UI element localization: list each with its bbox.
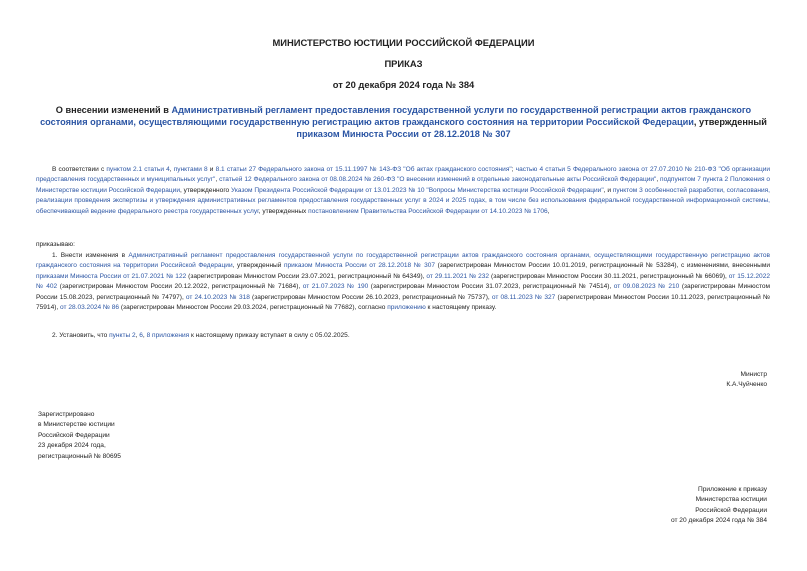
item2-link[interactable]: 8 приложения xyxy=(146,332,190,339)
preamble-text: В соответствии с xyxy=(52,166,107,173)
preamble-text: и xyxy=(207,166,216,173)
title-link-regulation[interactable]: Административный регламент предоставления государственной услуги по государственной регистрации актов гражданского состояния органами, осуществляющими государственную регистрацию актов гражданского состояния на территории Российской Федерации xyxy=(40,105,752,128)
item1-text: (зарегистрирован Минюстом России 15.08.2023, регистрационный № 74797), xyxy=(36,283,771,301)
preamble-link[interactable]: постановлением Правительства Российской Федерации от 14.10.2023 № 1706 xyxy=(308,207,548,215)
preamble-text: , xyxy=(547,207,550,215)
item2-text: к настоящему приказу вступает в силу с 05.02.2025. xyxy=(189,332,350,339)
item1-text: (зарегистрирован Минюстом России 29.03.2024, регистрационный № 77682), согласно xyxy=(119,304,388,312)
preamble-link[interactable]: статьей 12 Федерального закона от 08.08.2024 № 260-ФЗ "О внесении изменений в отдельные законодательные акты Российской Федерации" xyxy=(219,176,657,184)
preamble-link[interactable]: пунктами 8 xyxy=(173,166,208,173)
item1-link[interactable]: от 28.03.2024 № 86 xyxy=(60,304,120,312)
registration-line: 23 декабря 2024 года, xyxy=(38,442,106,450)
document-title xyxy=(32,104,775,141)
item2-text: 2. Установить, что xyxy=(52,332,110,339)
preamble-link[interactable]: пунктом 3 особенностей разработки, согласования, реализации проведения экспертизы и утверждения административных регламентов предоставления государственных услуг в 2024 и 2025 годах, в том числе без использования федеральной государственной информационной системы, обеспечивающей ведение федерального реестра государственных услуг xyxy=(36,186,771,215)
item2-text: , xyxy=(142,332,147,339)
signature-position: Министр xyxy=(740,371,767,378)
item1-text: (зарегистрирован Минюстом России 23.07.2021, регистрационный № 64349), xyxy=(186,272,427,280)
annex-block xyxy=(671,485,767,527)
item-1-paragraph xyxy=(36,251,770,313)
preamble-text: , xyxy=(215,176,220,184)
item-2-paragraph xyxy=(36,331,770,341)
item1-text: (зарегистрирован Минюстом России 10.01.2019, регистрационный № 53284), с изменениями, внесенными xyxy=(435,262,770,270)
item1-text: (зарегистрирован Минюстом России 30.11.2021, регистрационный № 66069), xyxy=(489,272,729,280)
item1-link[interactable]: Административный регламент предоставления государственной услуги по государственной регистрации актов гражданского состояния органами, осуществляющими государственную регистрацию актов гражданского состояния на территории Российской Федерации xyxy=(36,252,770,270)
item1-link[interactable]: от 21.07.2023 № 190 xyxy=(302,283,369,291)
preamble-text: , и xyxy=(603,186,613,194)
preamble-text: ; xyxy=(511,166,516,173)
doc-type-heading: ПРИКАЗ xyxy=(384,58,423,69)
order-word: приказываю: xyxy=(36,241,75,248)
signature-name: К.А.Чуйченко xyxy=(726,381,767,389)
item1-link[interactable]: от 29.11.2021 № 232 xyxy=(426,272,490,280)
preamble-text: , утвержденного xyxy=(179,186,232,194)
title-link-order[interactable]: приказом Минюста России от 28.12.2018 № 307 xyxy=(296,129,511,140)
item1-text: (зарегистрирован Минюстом России 10.11.2023, регистрационный № 75914), xyxy=(36,293,771,312)
item2-link[interactable]: 6 xyxy=(139,332,143,339)
preamble-link[interactable]: 8.1 статьи 27 Федерального закона от 15.11.1997 № 143-ФЗ "Об актах гражданского состояния" xyxy=(215,166,512,173)
item1-link[interactable]: приказами Минюста России от 21.07.2021 № 122 xyxy=(36,272,187,280)
item1-text: (зарегистрирован Минюстом России 31.07.2023, регистрационный № 74514), xyxy=(368,283,614,291)
item1-link[interactable]: от 09.08.2023 № 210 xyxy=(613,283,680,291)
annex-line: Министерства юстиции xyxy=(695,496,767,504)
item1-text: (зарегистрирован Минюстом России 20.12.2022, регистрационный № 71684), xyxy=(57,283,303,291)
preamble-link[interactable]: пунктом 2.1 статьи 4 xyxy=(106,166,170,173)
annex-line: Приложение к приказу xyxy=(697,486,767,493)
registration-block xyxy=(38,410,121,462)
registration-line: Зарегистрировано xyxy=(38,411,95,418)
item2-text: , xyxy=(135,332,140,339)
preamble-link[interactable]: Указом Президента Российской Федерации от 13.01.2023 № 10 "Вопросы Министерства юстиции Российской Федерации" xyxy=(231,186,604,194)
item1-text: , утвержденный xyxy=(232,262,284,270)
ministry-heading: МИНИСТЕРСТВО ЮСТИЦИИ РОССИЙСКОЙ ФЕДЕРАЦИИ xyxy=(272,37,535,48)
title-prefix: О внесении изменений в xyxy=(55,105,172,115)
item1-link[interactable]: приказом Минюста России от 28.12.2018 № 307 xyxy=(284,262,435,270)
item2-link[interactable]: пункты 2 xyxy=(109,332,136,339)
preamble-text: , xyxy=(169,166,174,173)
preamble-text: , утвержденных xyxy=(258,207,309,215)
item1-text: к настоящему приказу. xyxy=(425,304,497,312)
signature-block xyxy=(726,370,767,391)
item1-link-annex[interactable]: приложению xyxy=(387,304,426,312)
preamble-link[interactable]: подпунктом 7 пункта 2 Положения о Министерстве юстиции Российской Федерации xyxy=(36,176,771,194)
item1-link[interactable]: от 15.12.2022 № 402 xyxy=(36,272,770,291)
doc-date-number: от 20 декабря 2024 года № 384 xyxy=(332,79,475,90)
annex-line: от 20 декабря 2024 года № 384 xyxy=(670,517,767,525)
preamble-text: , xyxy=(656,176,661,184)
preamble-paragraph xyxy=(36,165,770,217)
item1-text: (зарегистрирован Минюстом России 26.10.2023, регистрационный № 75737), xyxy=(249,293,492,301)
registration-line: Российской Федерации xyxy=(38,431,110,439)
title-middle: , утвержденный xyxy=(693,117,767,128)
annex-line: Российской Федерации xyxy=(695,506,767,514)
item1-text: 1. Внести изменения в xyxy=(52,252,129,259)
registration-line: в Министерстве юстиции xyxy=(38,421,115,429)
preamble-link[interactable]: частью 4 статьи 5 Федерального закона от 27.07.2010 № 210-ФЗ "Об организации предоставления государственных и муниципальных услуг" xyxy=(36,166,771,184)
item1-link[interactable]: от 08.11.2023 № 327 xyxy=(491,293,556,301)
registration-line: регистрационный № 80695 xyxy=(38,452,121,460)
item1-link[interactable]: от 24.10.2023 № 318 xyxy=(185,293,250,301)
